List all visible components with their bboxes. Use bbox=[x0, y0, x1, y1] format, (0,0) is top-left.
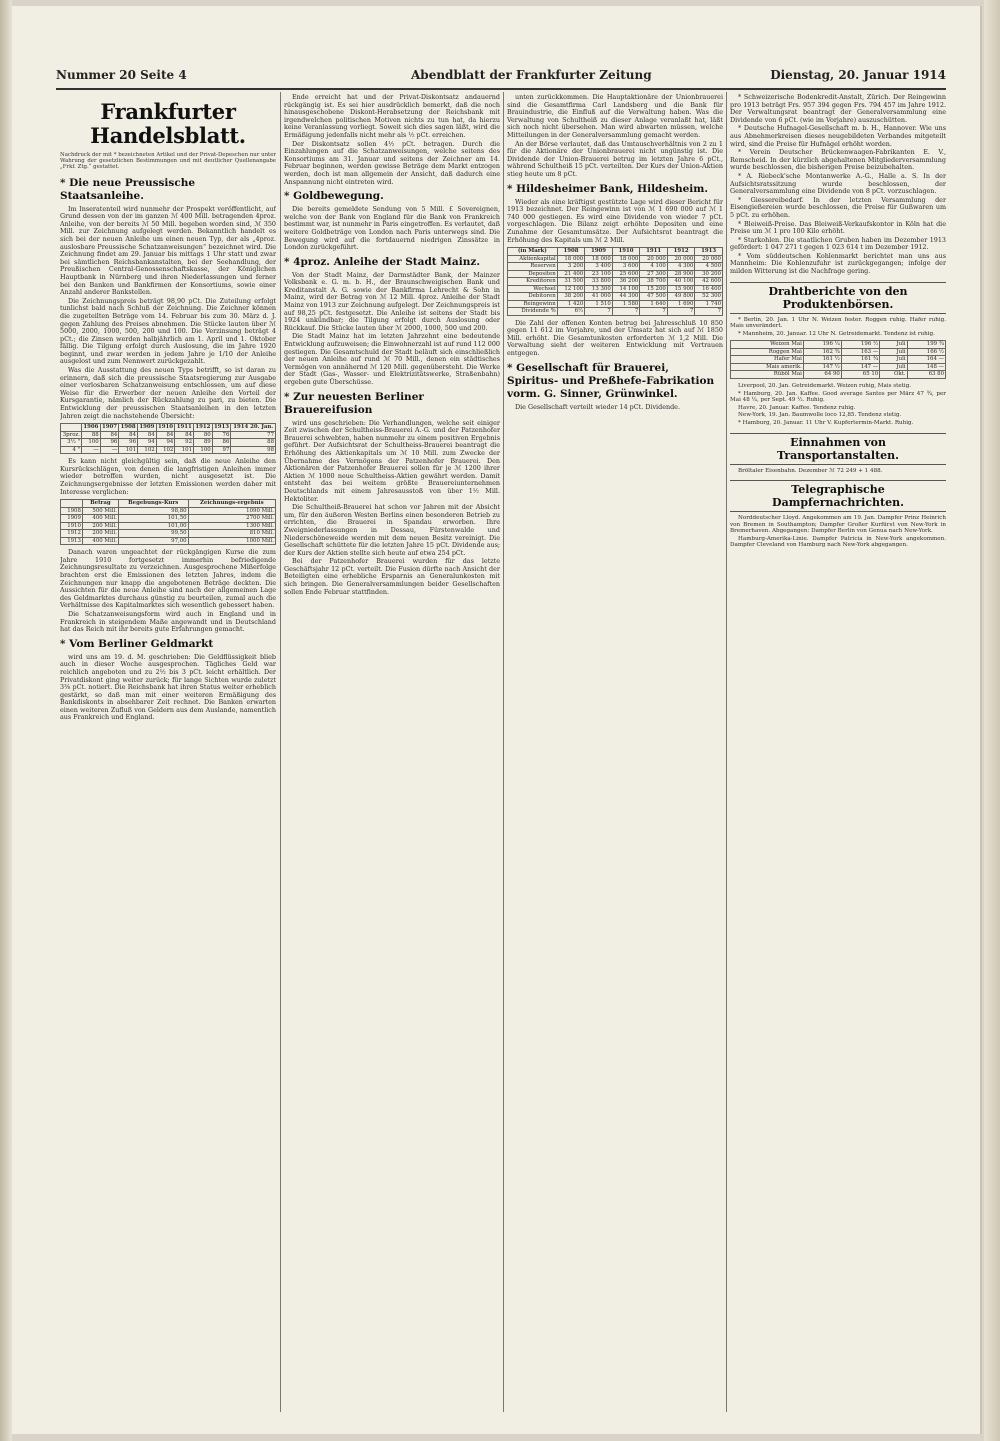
table-cell: 88 bbox=[82, 431, 101, 439]
column-3 bbox=[507, 94, 723, 1410]
table-cell: 400 Mill. bbox=[82, 515, 118, 523]
table-cell: 94 bbox=[138, 439, 157, 447]
table-cell: 200 Mill. bbox=[82, 522, 118, 530]
table-cell: 3 600 bbox=[612, 263, 640, 271]
article-paragraph: Die Zeichnungspreis beträgt 98,90 pCt. Die Zuteilung erfolgt tunlichst bald nach Schluß der Zeichnung. Die Zeichner können die zugeteilten Beträge vom 14. Februar bis zum 30. März d. J. gegen Zahlung des Preises abnehmen. Die Stücke lauten über ℳ 5000, 2000, 1000, 500, 200 und 100. Die Verzinsung beträgt 4 pCt.; die Zinsen werden halbjährlich am 1. April und 1. Oktober fällig. Die Tilgung erfolgt durch Auslosung, die im Jahre 1920 beginnt, und zwar werden in jedem Jahre je 1/10 der Anleihe ausgelost und zum Nennwert zurückgezahlt. bbox=[60, 296, 276, 366]
table-cell: 30 200 bbox=[695, 270, 723, 278]
table-cell: 148 — bbox=[907, 363, 945, 371]
table-header: 1908 bbox=[120, 424, 136, 431]
market-report: Havre, 20. Januar. Kaffee. Tendenz ruhig. bbox=[738, 404, 856, 411]
table-cell: 1 690 bbox=[667, 300, 695, 308]
market-report: * Hamburg, 20. Januar. 11 Uhr V. Kupfertermin-Markt. Ruhig. bbox=[738, 419, 914, 426]
table-cell: 500 Mill. bbox=[82, 507, 118, 515]
row-label: 3proz. bbox=[61, 431, 82, 439]
table-cell: 100 bbox=[194, 446, 213, 454]
table-cell: 161 ¾ bbox=[841, 356, 879, 364]
article-paragraph: An der Börse verlautet, daß das Umtauschverhältnis von 2 zu 1 für die Aktionäre der Unionbrauerei nicht ungünstig ist. Die Dividende der Union-Brauerei betrug im letzten Jahre 6 pCt., während Schultheiß 15 pCt. verteilten. Der Kurs der Union-Aktien stieg heute um 8 pCt. bbox=[507, 139, 723, 178]
table-cell: 400 Mill. bbox=[82, 537, 118, 545]
commodity-price-table bbox=[730, 340, 946, 379]
table-cell: 100 bbox=[82, 439, 101, 447]
table-header: 1913 bbox=[214, 424, 230, 431]
table-cell: 163 — bbox=[841, 348, 879, 356]
table-cell: 162 ¾ bbox=[803, 348, 841, 356]
table-cell: 21 400 bbox=[557, 270, 585, 278]
table-cell: 2700 Mill. bbox=[188, 515, 275, 523]
table-header: 1910 bbox=[158, 424, 174, 431]
market-report: Norddeutscher Lloyd. Angekommen am 19. Jan. Dampfer Prinz Heinrich von Bremen in Southampton; Dampfer Großer Kurfürst von New-York in Bremerhaven. Abgegangen: Dampfer Berlin von Genua nach New-York. bbox=[730, 515, 946, 535]
table-cell: 1910 bbox=[61, 522, 83, 530]
header-rule bbox=[56, 88, 946, 90]
table-cell: Okt. bbox=[880, 371, 907, 379]
table-row bbox=[61, 446, 276, 454]
table-cell: — bbox=[82, 446, 101, 454]
table-cell: 98,80 bbox=[118, 507, 188, 515]
table-cell: 7 bbox=[695, 308, 723, 316]
article-paragraph: unten zurückkommen. Die Hauptaktionäre der Unionbrauerei sind die Gesamtfirma Carl Landsberg und die Bank für Brauindustrie, die Einfluß auf die Verwaltung haben. Was die Verwaltung von Schultheiß zu dieser Anlage veranlaßt hat, läßt sich noch nicht übersehen. Man wird abwarten müssen, welche Mitteilungen in der Generalversammlung gemacht werden. bbox=[507, 94, 723, 139]
article-paragraph: Die Gesellschaft verteilt wieder 14 pCt. Dividende. bbox=[515, 402, 680, 411]
table-cell: Hafer Mai bbox=[731, 356, 804, 364]
column-2 bbox=[284, 94, 500, 1410]
table-cell: 42 600 bbox=[695, 278, 723, 286]
table-cell: 20 000 bbox=[640, 255, 668, 263]
table-cell: Juli bbox=[880, 348, 907, 356]
bond-price-table bbox=[60, 423, 276, 454]
table-cell: 7 bbox=[667, 308, 695, 316]
table-cell: 7 bbox=[612, 308, 640, 316]
table-cell: 161 ½ bbox=[803, 356, 841, 364]
table-cell: 97,00 bbox=[118, 537, 188, 545]
transport-section-title: Einnahmen von Transportanstalten. bbox=[730, 433, 946, 465]
table-cell: 88 bbox=[231, 439, 276, 447]
table-row bbox=[731, 363, 946, 371]
table-cell: 6½ bbox=[557, 308, 585, 316]
table-cell: 31 500 bbox=[557, 278, 585, 286]
table-cell: 102 bbox=[156, 446, 175, 454]
table-cell: 47 500 bbox=[640, 293, 668, 301]
table-cell: 99,50 bbox=[118, 530, 188, 538]
market-section-title: Drahtberichte von den Produktenbörsen. bbox=[730, 282, 946, 314]
table-cell: 18 000 bbox=[585, 255, 613, 263]
article-paragraph: * Vom süddeutschen Kohlenmarkt berichtet man uns aus Mannheim: Die Kohlenzufuhr ist zurückgegangen; infolge der milden Witterung ist die Nachfrage gering. bbox=[730, 251, 946, 276]
table-cell: 1912 bbox=[61, 530, 83, 538]
article-paragraph: * Bleiweiß-Preise. Das Bleiweiß-Verkaufskontor in Köln hat die Preise um ℳ 1 pro 100 Kilo erhöht. bbox=[730, 219, 946, 236]
article-paragraph: Die bereits gemeldete Sendung von 5 Mill. £ Sovereignen, welche von der Bank von England für die Bank von Frankreich bestimmt war, ist nunmehr in Paris eingetroffen. Es verlautet, daß weitere Goldbeträge von London nach Paris unterwegs sind. Die Bewegung wird auf die fortdauernd niedrigen Zinssätze in London zurückgeführt. bbox=[284, 205, 500, 252]
table-cell: 65 10 bbox=[841, 371, 879, 379]
table-cell: 49 800 bbox=[667, 293, 695, 301]
market-report: Bröltaler Eisenbahn. Dezember ℳ 72 249 + 1 488. bbox=[738, 467, 883, 474]
table-row bbox=[508, 308, 723, 316]
table-cell: 101 bbox=[119, 446, 138, 454]
table-cell: 15 200 bbox=[640, 285, 668, 293]
table-cell: 4 100 bbox=[640, 263, 668, 271]
table-row bbox=[731, 348, 946, 356]
table-cell: 102 bbox=[138, 446, 157, 454]
table-row bbox=[61, 507, 276, 515]
row-label: Depositen bbox=[508, 270, 558, 278]
table-header: Begebungs-Kurs bbox=[118, 500, 188, 508]
table-cell: 4 300 bbox=[667, 263, 695, 271]
table-row bbox=[508, 285, 723, 293]
table-cell: 41 000 bbox=[585, 293, 613, 301]
article-paragraph: Bei der Patzenhofer Brauerei wurden für das letzte Geschäftsjahr 12 pCt. verteilt. Die Fusion dürfte nach Ansicht der Beteiligten eine erhebliche Ersparnis an Generalunkosten mit sich bringen. Die Generalversammlungen beider Gesellschaften sollen Ende Februar stattfinden. bbox=[284, 557, 500, 596]
market-report: * Mannheim, 20. Januar. 12 Uhr N. Getreidemarkt. Tendenz ist ruhig. bbox=[738, 330, 935, 337]
article-heading: * Die neue Preussische Staatsanleihe. bbox=[60, 176, 196, 202]
table-row bbox=[61, 439, 276, 447]
article-paragraph: Es kann nicht gleichgültig sein, daß die neue Anleihe den Kursrückschlägen, von denen die langfristigen Anleihen immer wieder betroffen wurden, nicht ausgesetzt ist. Die Zeichnungsergebnisse der letzten Emissionen werden daher mit Interesse verglichen: bbox=[60, 457, 276, 496]
article-heading: * Vom Berliner Geldmarkt bbox=[60, 637, 214, 650]
page-header bbox=[56, 68, 946, 86]
subscription-table bbox=[60, 499, 276, 545]
article-paragraph: Was die Ausstattung des neuen Typs betrifft, so ist daran zu erinnern, daß sich die preussische Staatsregierung zur Ausgabe einer verlosbaren Schatzanweisung entschlossen, um auf diese Weise für die Erwerber der neuen Anleihe den Vorteil der Kursgarantie, nämlich der Rückzahlung zu pari, zu bieten. Die Entwicklung der preussischen Staatsanleihen in den letzten Jahren zeigt die nachstehende Übersicht: bbox=[60, 366, 276, 420]
page-number: Nummer 20 Seite 4 bbox=[56, 68, 187, 82]
table-cell: 33 800 bbox=[585, 278, 613, 286]
table-header: 1909 bbox=[139, 424, 155, 431]
article-paragraph: wird uns am 19. d. M. geschrieben: Die Geldflüssigkeit blieb auch in dieser Woche ausgesprochen. Tägliches Geld war reichlich angeboten und zu 2½ bis 3 pCt. leicht erhältlich. Der Privatdiskont ging weiter zurück; für lange Sichten wurde zuletzt 3⅜ pCt. notiert. Die Reichsbank hat ihren Status weiter erheblich gestärkt, so daß man mit einer weiteren Ermäßigung des Bankdiskonts in absehbarer Zeit rechnet. Die Banken erwarten einen weiteren Zufluß von Geldern aus dem Auslande, namentlich aus Frankreich und England. bbox=[60, 652, 276, 722]
table-header: 1907 bbox=[102, 424, 118, 431]
table-row bbox=[731, 356, 946, 364]
table-cell: 18 000 bbox=[557, 255, 585, 263]
table-cell: 25 600 bbox=[612, 270, 640, 278]
table-cell: 44 300 bbox=[612, 293, 640, 301]
table-cell: 12 100 bbox=[557, 285, 585, 293]
article-paragraph: Im Inseratenteil wird nunmehr der Prospekt veröffentlicht, auf Grund dessen von der im ganzen ℳ 400 Mill. betragenden 4proz. Anleihe, von der bereits ℳ 50 Mill. begeben worden sind, ℳ 350 Mill. zur Zeichnung aufgelegt werden. Bekanntlich handelt es sich bei der neuen Anleihe um einen neuen Typ, der als „4proz. auslosbare Preussische Schatzanweisungen“ bezeichnet wird. Die Zeichnung findet am 29. Januar bis mittags 1 Uhr statt und zwar bei sämtlichen Reichsbankanstalten, bei der Seehandlung, der Preußischen Central-Genossenschaftskasse, der Königlichen Hauptbank in Nürnberg und ihren Niederlassungen und ferner bei den Banken und Bankfirmen der Konsortiums, sowie einer Anzahl anderer Bankstellen. bbox=[60, 204, 276, 297]
article-paragraph: * Schweizerische Bodenkredit-Anstalt, Zürich. Der Reingewinn pro 1913 beträgt Frs. 957 394 gegen Frs. 794 457 im Jahre 1912. Der Verwaltungsrat beantragt der Generalversammlung eine Dividende von 6 pCt. (wie im Vorjahre) auszuschütten. bbox=[730, 94, 946, 124]
table-row bbox=[61, 537, 276, 545]
article-paragraph: Der Diskontsatz sollen 4½ pCt. betragen. Durch die Einzahlungen auf die Schatzanweisungen, welche seitens des Konsortiums am 31. Januar und seitens der Zeichner am 14. Februar beginnen, werden gewisse Beträge dem Markt entzogen werden, doch ist man allgemein der Ansicht, daß dadurch eine Anspannung nicht eintreten wird. bbox=[284, 139, 500, 186]
table-cell: 1 640 bbox=[640, 300, 668, 308]
table-cell: 20 000 bbox=[667, 255, 695, 263]
table-cell: 84 bbox=[119, 431, 138, 439]
article-paragraph: Die Zahl der offenen Konten betrug bei Jahresschluß 10 850 gegen 11 612 im Vorjahre, und der Umsatz hat sich auf ℳ 1850 Mill. erhöht. Die Gesamtunkosten erforderten ℳ 1,2 Mill. Die Verwaltung sieht der weiteren Entwicklung mit Vertrauen entgegen. bbox=[507, 318, 723, 357]
table-cell: 40 100 bbox=[667, 278, 695, 286]
table-header: 1912 bbox=[667, 248, 695, 256]
table-cell: 3 200 bbox=[557, 263, 585, 271]
table-header: (in Mark) bbox=[508, 248, 558, 256]
table-cell: 200 Mill. bbox=[82, 530, 118, 538]
table-cell: 96 bbox=[100, 439, 119, 447]
table-cell: 28 900 bbox=[667, 270, 695, 278]
table-cell: Weizen Mai bbox=[731, 341, 804, 349]
bank-balance-table bbox=[507, 247, 723, 316]
issue-date: Dienstag, 20. Januar 1914 bbox=[770, 68, 946, 82]
table-cell: 63 80 bbox=[907, 371, 945, 379]
column-divider bbox=[280, 92, 281, 1412]
article-heading: * Hildesheimer Bank, Hildesheim. bbox=[507, 182, 709, 195]
table-cell: 1913 bbox=[61, 537, 83, 545]
table-cell: 196 ½ bbox=[841, 341, 879, 349]
table-cell: 164 — bbox=[907, 356, 945, 364]
table-cell: 1 740 bbox=[695, 300, 723, 308]
table-cell: 101,00 bbox=[118, 522, 188, 530]
table-header: 1910 bbox=[612, 248, 640, 256]
table-cell: 64 90 bbox=[803, 371, 841, 379]
table-row bbox=[508, 263, 723, 271]
row-label: Wechsel bbox=[508, 285, 558, 293]
table-cell: 18 000 bbox=[612, 255, 640, 263]
table-cell: 1 510 bbox=[585, 300, 613, 308]
shipping-section-title: Telegraphische Dampfernachrichten. bbox=[730, 480, 946, 512]
table-header: 1908 bbox=[557, 248, 585, 256]
article-heading: * Gesellschaft für Brauerei, Spiritus- und Preßhefe-Fabrikation vorm. G. Sinner, Grünwinkel. bbox=[507, 361, 715, 400]
table-cell: 810 Mill. bbox=[188, 530, 275, 538]
table-cell: 196 ¼ bbox=[803, 341, 841, 349]
row-label: Aktienkapital bbox=[508, 255, 558, 263]
table-cell: Juli bbox=[880, 356, 907, 364]
table-cell: 101,50 bbox=[118, 515, 188, 523]
column-divider bbox=[503, 92, 504, 1412]
table-cell: 84 bbox=[138, 431, 157, 439]
article-paragraph: Wieder als eine kräftigst gestützte Lage wird dieser Bericht für 1913 bezeichnet. Der Reingewinn ist von ℳ 1 690 000 auf ℳ 1 740 000 gestiegen. Es wird eine Dividende von wieder 7 pCt. vorgeschlagen. Die Bilanz zeigt erhöhte Depositen und eine Zunahme der Gesamtumsätze. Der Aufsichtsrat beantragt die Erhöhung des Kapitals um ℳ 2 Mill. bbox=[507, 197, 723, 244]
table-header: Betrag bbox=[82, 500, 118, 508]
table-cell: Roggen Mai bbox=[731, 348, 804, 356]
row-label: Kreditoren bbox=[508, 278, 558, 286]
table-row bbox=[61, 431, 276, 439]
table-cell: 147 — bbox=[841, 363, 879, 371]
market-report: * Hamburg, 20. Jan. Kaffee. Good average Santos per März 47 ¾, per Mai 48 ¼, per Sept. 49 ½. Ruhig. bbox=[730, 390, 946, 404]
row-label: 4 " bbox=[61, 446, 82, 454]
article-heading: * Goldbewegung. bbox=[284, 190, 384, 203]
table-cell: 86 bbox=[212, 439, 231, 447]
table-cell: 27 300 bbox=[640, 270, 668, 278]
column-1 bbox=[60, 94, 276, 1410]
table-header: 1912 bbox=[195, 424, 211, 431]
row-label: 3½ " bbox=[61, 439, 82, 447]
table-header: 1911 bbox=[176, 424, 192, 431]
table-cell: 13 300 bbox=[585, 285, 613, 293]
table-row bbox=[508, 293, 723, 301]
table-cell: Mais amerik. bbox=[731, 363, 804, 371]
table-row bbox=[508, 255, 723, 263]
row-label: Dividende % bbox=[508, 308, 558, 316]
article-paragraph: Die Schatzanweisungsform wird auch in England und in Frankreich in steigendem Maße angewandt und in Deutschland hat das Reich mit ihr bereits gute Erfahrungen gemacht. bbox=[60, 609, 276, 634]
column-divider bbox=[726, 92, 727, 1412]
newspaper-title: Abendblatt der Frankfurter Zeitung bbox=[411, 68, 652, 82]
table-row bbox=[508, 300, 723, 308]
table-header: 1913 bbox=[695, 248, 723, 256]
table-row bbox=[508, 278, 723, 286]
article-paragraph: Die Schultheiß-Brauerei hat schon vor Jahren mit der Absicht um, für den äußeren Westen Berlins einen besonderen Betrieb zu errichten, die Brauerei in Spandau erworben. Ihre Zweigniederlassungen in Dessau, Fürstenwalde und Niederschöneweide werden mit dem neuen Besitz vereinigt. Die Gesellschaft schüttete für die letzten Jahre 15 pCt. Dividende aus; der Kurs der Aktien stellte sich heute auf etwa 254 pCt. bbox=[284, 503, 500, 557]
market-report: Liverpool, 20. Jan. Getreidemarkt. Weizen ruhig, Mais stetig. bbox=[738, 382, 912, 389]
table-row bbox=[508, 270, 723, 278]
table-cell: 97 bbox=[212, 446, 231, 454]
table-cell: 38 700 bbox=[640, 278, 668, 286]
page-edge-right bbox=[984, 0, 1000, 1441]
table-cell: 1908 bbox=[61, 507, 83, 515]
table-cell: 36 200 bbox=[612, 278, 640, 286]
market-report: New-York, 19. Jan. Baumwolle loco 12,85. Tendenz stetig. bbox=[738, 412, 902, 419]
table-row bbox=[731, 371, 946, 379]
article-paragraph: wird uns geschrieben: Die Verhandlungen, welche seit einiger Zeit zwischen der Schultheiss-Brauerei A.-G. und der Patzenhofer Brauerei schwebten, haben nunmehr zu einem positiven Ergebnis geführt. Der Aufsichtsrat der Schultheiss-Brauerei beantragt die Erhöhung des Aktienkapitals um ℳ 10 Mill. zum Zwecke der Übernahme des Vermögens der Patzenhofer Brauerei. Den Aktionären der Patzenhofer Brauerei sollen für je ℳ 1200 ihrer Aktien ℳ 1000 neue Schultheiss-Aktien gewährt werden. Damit entsteht das bei weitem größte Brauereiunternehmen Deutschlands mit einem Jahresausstoß von über 1½ Mill. Hektoliter. bbox=[284, 418, 500, 503]
table-cell: 1300 Mill. bbox=[188, 522, 275, 530]
table-cell: 1 580 bbox=[612, 300, 640, 308]
table-cell: 96 bbox=[119, 439, 138, 447]
table-cell: 20 000 bbox=[695, 255, 723, 263]
table-row bbox=[61, 515, 276, 523]
table-cell: 7 bbox=[640, 308, 668, 316]
table-cell: 52 300 bbox=[695, 293, 723, 301]
table-cell: 14 100 bbox=[612, 285, 640, 293]
table-cell: 4 500 bbox=[695, 263, 723, 271]
table-cell: 80 bbox=[194, 431, 213, 439]
table-cell: 76 bbox=[212, 431, 231, 439]
table-cell: 1 420 bbox=[557, 300, 585, 308]
table-row bbox=[731, 341, 946, 349]
table-header: Zeichnungs-ergebnis bbox=[188, 500, 275, 508]
table-cell: 1090 Mill. bbox=[188, 507, 275, 515]
market-report: * Berlin, 20. Jan. 1 Uhr N. Weizen fester. Roggen ruhig. Hafer ruhig. Mais unverändert. bbox=[730, 316, 946, 330]
table-header bbox=[61, 424, 82, 432]
table-cell: 101 bbox=[175, 446, 194, 454]
article-heading: * 4proz. Anleihe der Stadt Mainz. bbox=[284, 255, 480, 268]
table-cell: 15 900 bbox=[667, 285, 695, 293]
article-paragraph: Von der Stadt Mainz, der Darmstädter Bank, der Mainzer Volksbank e. G. m. b. H., der Braunschweigischen Bank und Kreditanstalt A. G. sowie der Bankfirma Lehrecht & Sohn in Mainz, wird der Betrag von ℳ 12 Mill. 4proz. Anleihe der Stadt Mainz von 1913 zur Zeichnung aufgelegt. Der Zeichnungspreis ist auf 98,25 pCt. festgesetzt. Die Anleihe ist seitens der Stadt bis 1924 unkündbar; die Tilgung erfolgt durch Auslosung oder Rückkauf. Die Stücke lauten über ℳ 2000, 1000, 500 und 200. bbox=[284, 270, 500, 332]
table-cell: 84 bbox=[100, 431, 119, 439]
article-paragraph: * Giessereibedarf. In der letzten Versammlung der Eisengießereien wurde beschlossen, die Preise für Gußwaren um 5 pCt. zu erhöhen. bbox=[730, 195, 946, 219]
reprint-note: Nachdruck der mit * bezeichneten Artikel und der Privat-Depeschen nur unter Wahrung der gesetzlichen Bestimmungen und mit deutlicher Quellenangabe „Frkf. Ztg.“ gestattet. bbox=[60, 152, 276, 171]
table-cell: 1909 bbox=[61, 515, 83, 523]
row-label: Reserven bbox=[508, 263, 558, 271]
table-header: 1909 bbox=[585, 248, 613, 256]
table-cell: 23 100 bbox=[585, 270, 613, 278]
table-cell: 3 400 bbox=[585, 263, 613, 271]
section-headline: Frankfurter Handelsblatt. bbox=[90, 99, 246, 148]
table-cell: 98 bbox=[231, 446, 276, 454]
table-cell: 199 ¾ bbox=[907, 341, 945, 349]
table-cell: 7 bbox=[585, 308, 613, 316]
table-header: 1911 bbox=[640, 248, 668, 256]
table-cell: 1000 Mill. bbox=[188, 537, 275, 545]
table-header bbox=[61, 500, 83, 508]
article-paragraph: Die Stadt Mainz hat im letzten Jahrzehnt eine bedeutende Entwicklung aufzuweisen; die Einwohnerzahl ist auf rund 112 000 gestiegen. Die Gesamtschuld der Stadt beläuft sich einschließlich der neuen Anleihe auf rund ℳ 70 Mill., denen ein städtisches Vermögen von annähernd ℳ 120 Mill. gegenübersteht. Die Werke der Stadt (Gas-, Wasser- und Elektrizitätswerke, Straßenbahn) ergeben gute Überschüsse. bbox=[284, 332, 500, 386]
table-row bbox=[61, 530, 276, 538]
article-paragraph: * Deutsche Hufnagel-Gesellschaft m. b. H., Hannover. Wie uns aus Abnehmerkreisen dieses neugebildeten Verbandes mitgeteilt wird, sind die Preise für Hufnägel erhöht worden. bbox=[730, 124, 946, 148]
table-cell: 38 200 bbox=[557, 293, 585, 301]
market-report: Hamburg-Amerika-Linie. Dampfer Patricia in New-York angekommen. Dampfer Cleveland von Hamburg nach New-York abgegangen. bbox=[730, 535, 946, 549]
table-cell: 147 ½ bbox=[803, 363, 841, 371]
page-edge-left bbox=[0, 0, 12, 1441]
article-paragraph: Danach waren ungeachtet der rückgängigen Kurse die zum Jahre 1910 fortgesetzt immerhin befriedigende Zeichnungsresultate zu verzeichnen. Ausgesprochene Mißerfolge brachten erst die Emissionen des letzten Jahres, indem die Zeichnungen nur knapp die angebotenen Beträge deckten. Die Aussichten für die neue Anleihe sind nach der allgemeinen Lage des Geldmarktes durchaus günstig zu beurteilen, zumal auch die Verhältnisse des Kapitalmarktes sich wesentlich gebessert haben. bbox=[60, 548, 276, 610]
article-paragraph: * Starkohlen. Die staatlichen Gruben haben im Dezember 1913 gefördert: 1 047 271 t gegen 1 023 614 t im Dezember 1912. bbox=[730, 235, 946, 252]
table-cell: 166 ½ bbox=[907, 348, 945, 356]
article-paragraph: Ende erreicht hat und der Privat-Diskontsatz andauernd rückgängig ist. Es sei hier ausdrücklich bemerkt, daß die noch hinausgeschobene Diskont-Herabsetzung der Reichsbank mit irgendwelchen politischen Motiven nichts zu tun hat, da hierzu keine Veranlassung vorliegt. Soweit sich dies sagen läßt, wird die Ermäßigung jedenfalls nicht mehr als ½ pCt. erreichen. bbox=[284, 94, 500, 139]
article-paragraph: * A. Riebeck'sche Montanwerke A.-G., Halle a. S. In der Aufsichtsratssitzung wurde beschlossen, der Generalversammlung eine Dividende von 8 pCt. vorzuschlagen. bbox=[730, 171, 946, 196]
row-label: Debitoren bbox=[508, 293, 558, 301]
table-cell: — bbox=[100, 446, 119, 454]
column-4 bbox=[730, 94, 946, 1410]
table-cell: Juli bbox=[880, 363, 907, 371]
table-cell: 84 bbox=[156, 431, 175, 439]
table-cell: 89 bbox=[194, 439, 213, 447]
table-cell: 77 bbox=[231, 431, 276, 439]
table-row bbox=[61, 522, 276, 530]
article-paragraph: * Verein Deutscher Brückenwaagen-Fabrikanten E. V., Remscheid. In der kürzlich abgehaltenen Mitgliederversammlung wurde beschlossen, die bisherigen Preise beizubehalten. bbox=[730, 148, 946, 172]
table-header: 1906 bbox=[83, 424, 99, 431]
table-cell: 16 400 bbox=[695, 285, 723, 293]
table-cell: 92 bbox=[175, 439, 194, 447]
table-header: 1914 20. Jan. bbox=[231, 424, 276, 432]
table-cell: 84 bbox=[175, 431, 194, 439]
table-cell: 94 bbox=[156, 439, 175, 447]
table-cell: Rüböl Mai bbox=[731, 371, 804, 379]
row-label: Reingewinn bbox=[508, 300, 558, 308]
article-heading: * Zur neuesten Berliner Brauereifusion bbox=[284, 390, 424, 416]
table-cell: Juli bbox=[880, 341, 907, 349]
